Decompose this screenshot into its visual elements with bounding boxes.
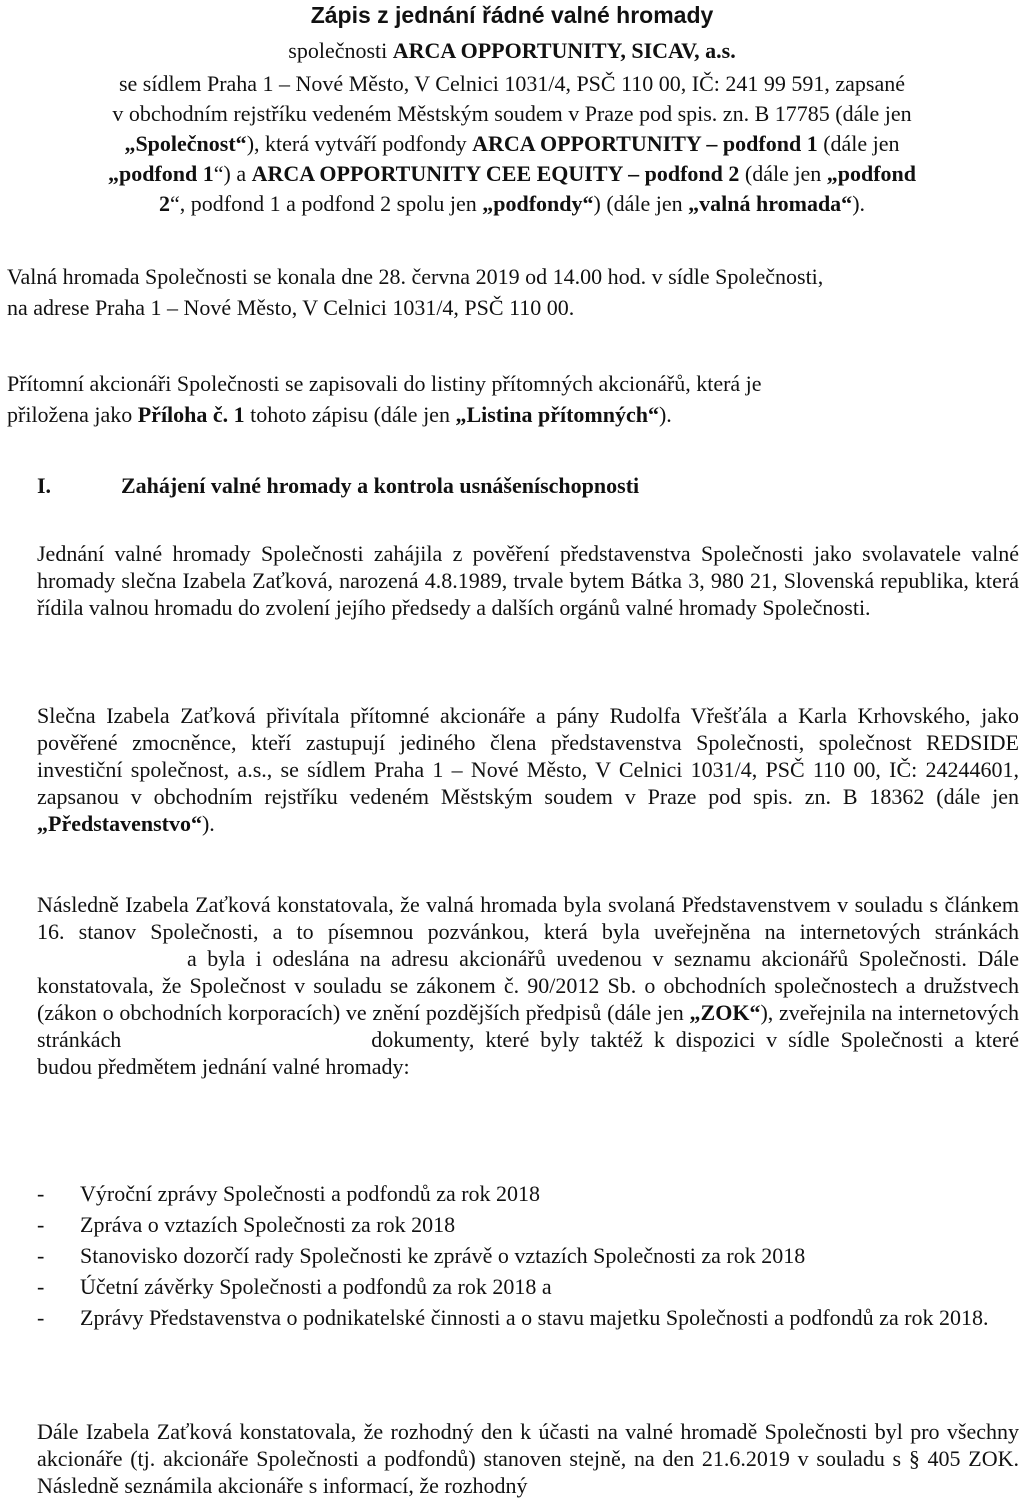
paragraph-line <box>7 401 1019 428</box>
record-date-paragraph: Dále Izabela Zaťková konstatovala, že rozhodný den k účasti na valné hromadě Společnosti byl pro všechny akcionáře (tj. akcionáře Společnosti a podfondů) stanoven stejně, na den 21.6.2019 v souladu s § 405 ZOK. Následně seznámila akcionáře s informací, že rozhodný <box>37 1419 1019 1498</box>
header-text: ). <box>852 191 866 216</box>
board-alias: „Představenstvo“ <box>37 811 202 836</box>
welcome-paragraph <box>37 702 1019 837</box>
header-line-6 <box>0 160 1024 187</box>
company-line <box>0 37 1024 64</box>
paragraph-text: ). <box>201 811 215 836</box>
section-number: I. <box>37 473 52 498</box>
subfunds-alias: „podfondy“ <box>482 191 594 216</box>
list-bullet: - <box>37 1212 45 1237</box>
list-item-text: Výroční zprávy Společnosti a podfondů za rok 2018 <box>80 1181 541 1206</box>
list-item <box>37 1211 1019 1238</box>
act-alias: „ZOK“ <box>689 1000 761 1025</box>
list-item <box>37 1180 1019 1207</box>
convening-paragraph <box>37 891 1019 1080</box>
section-heading <box>37 472 1017 499</box>
header-text: ), která vytváří podfondy <box>246 131 473 156</box>
paragraph-text: Následně Izabela Zaťková konstatovala, že valná hromada byla svolaná Představenstvem v souladu s článkem 16. stanov Společnosti, a to písemnou pozvánkou, která byla uveřejněna na internetových stránkách <box>37 892 1019 944</box>
paragraph-line: Valná hromada Společnosti se konala dne 28. června 2019 od 14.00 hod. v sídle Společnosti, <box>7 264 824 289</box>
list-item <box>37 1273 1019 1300</box>
opening-paragraph: Jednání valné hromady Společnosti zahájila z pověření představenstva Společnosti jako svolavatele valné hromady slečna Izabela Zaťková, narozená 4.8.1989, trvale bytem Bátka 3, 980 21, Slovenská republika, která řídila valnou hromadu do zvolení jejího předsedy a dalších orgánů valné hromady Společnosti. <box>37 541 1019 620</box>
header-text: ) (dále jen <box>593 191 689 216</box>
attendance-list-alias: „Listina přítomných“ <box>455 402 659 427</box>
document-header <box>0 2 1024 217</box>
subfund-2-alias-end: 2 <box>158 191 170 216</box>
paragraph-text: přiložena jako <box>7 402 138 427</box>
paragraph-text: ). <box>658 402 672 427</box>
list-item-text: Stanovisko dozorčí rady Společnosti ke zprávě o vztazích Společnosti za rok 2018 <box>80 1243 806 1268</box>
company-prefix: společnosti <box>288 38 393 63</box>
list-bullet: - <box>37 1243 45 1268</box>
document-title: Zápis z jednání řádné valné hromady <box>310 2 714 28</box>
company-name: ARCA OPPORTUNITY, SICAV, a.s. <box>392 38 736 63</box>
subfund-2-name: ARCA OPPORTUNITY CEE EQUITY – podfond 2 <box>251 161 740 186</box>
section-title: Zahájení valné hromady a kontrola usnášeníschopnosti <box>121 473 640 498</box>
header-line-5 <box>0 130 1024 157</box>
header-line-4: v obchodním rejstříku vedeném Městským soudem v Praze pod spis. zn. B 17785 (dále jen <box>112 101 912 126</box>
paragraph-text: a byla i odeslána na adresu akcionářů uvedenou v seznamu akcionářů Společnosti. Dále konstatovala, že Společnost v souladu se zákonem č. 90/2012 Sb. o obchodních společnostech a družstvech (zákon o obchodních korporacích) ve znění pozdějších předpisů (dále jen <box>37 946 1019 1025</box>
list-bullet: - <box>37 1305 45 1330</box>
paragraph-line: Přítomní akcionáři Společnosti se zapisovali do listiny přítomných akcionářů, která je <box>7 371 762 396</box>
header-text: (dále jen <box>817 131 900 156</box>
paragraph-text: dokumenty, které byly taktéž k dispozici v sídle Společnosti a které budou předmětem jednání valné hromady: <box>37 1027 1019 1079</box>
header-line-7 <box>0 190 1024 217</box>
subfund-1-name: ARCA OPPORTUNITY – podfond 1 <box>472 131 818 156</box>
list-item <box>37 1304 1019 1331</box>
paragraph-line: na adrese Praha 1 – Nové Město, V Celnici 1031/4, PSČ 110 00. <box>7 295 575 320</box>
paragraph-text: ), zveřejnila na internetových stránkách <box>37 1000 1019 1052</box>
list-item-text: Zprávy Představenstva o podnikatelské činnosti a o stavu majetku Společnosti a podfondů za rok 2018. <box>80 1305 989 1330</box>
paragraph-text: Slečna Izabela Zaťková přivítala přítomné akcionáře a pány Rudolfa Vřešťála a Karla Krhovského, jako pověřené zmocněnce, kteří zastupují jediného člena představenstva Společnosti, společnost REDSIDE investiční společnost, a.s., se sídlem Praha 1 – Nové Město, V Celnici 1031/4, PSČ 110 00, IČ: 24244601, zapsanou v obchodním rejstříku vedeném Městským soudem v Praze pod spis. zn. B 18362 (dále jen <box>37 703 1019 809</box>
documents-list <box>37 1180 1019 1331</box>
list-bullet: - <box>37 1274 45 1299</box>
header-text: “, podfond 1 a podfond 2 spolu jen <box>169 191 483 216</box>
meeting-info-paragraph <box>7 263 1019 321</box>
list-item-text: Zpráva o vztazích Společnosti za rok 2018 <box>80 1212 456 1237</box>
list-item-text: Účetní závěrky Společnosti a podfondů za rok 2018 a <box>80 1274 552 1299</box>
company-alias: „Společnost“ <box>124 131 247 156</box>
meeting-alias: „valná hromada“ <box>688 191 853 216</box>
subfund-1-alias: „podfond 1 <box>107 161 214 186</box>
header-text: “) a <box>213 161 252 186</box>
header-line-3: se sídlem Praha 1 – Nové Město, V Celnici 1031/4, PSČ 110 00, IČ: 241 99 591, zapsané <box>118 71 906 96</box>
subfund-2-alias: „podfond <box>826 161 917 186</box>
paragraph-text: tohoto zápisu (dále jen <box>244 402 456 427</box>
header-text: (dále jen <box>739 161 827 186</box>
list-bullet: - <box>37 1181 45 1206</box>
attendance-paragraph <box>7 370 1019 428</box>
list-item <box>37 1242 1019 1269</box>
attachment-ref: Příloha č. 1 <box>137 402 245 427</box>
